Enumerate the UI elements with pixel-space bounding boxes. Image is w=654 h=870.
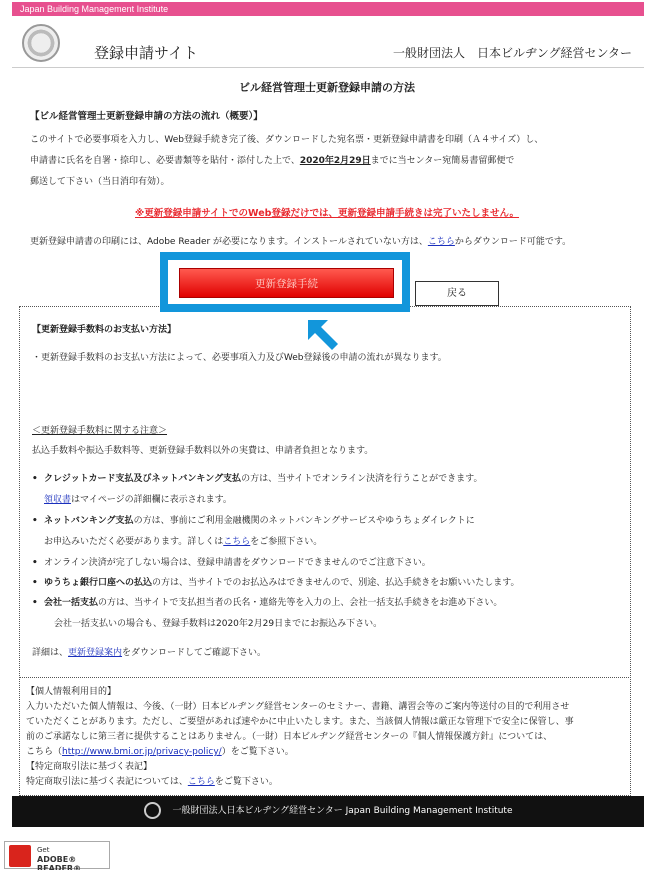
list-item-sub: 会社一括支払いの場合も、登録手数料は2020年2月29日までにお振込み下さい。 — [54, 619, 383, 629]
adobe-reader-icon — [9, 845, 31, 867]
logo-seal-icon — [22, 24, 60, 62]
reader-name-label: ADOBE® READER® — [37, 855, 82, 870]
privacy-line: こちら（http://www.bmi.or.jp/privacy-policy/）をご覧下さい。 — [26, 747, 294, 757]
site-title: 登録申請サイト — [94, 44, 198, 62]
renewal-guide-link[interactable]: 更新登録案内 — [68, 648, 123, 658]
law-heading: 【特定商取引法に基づく表記】 — [26, 762, 153, 772]
privacy-heading: 【個人情報利用目的】 — [26, 687, 117, 697]
intro-text — [30, 130, 640, 193]
deadline-date: 2020年2月29日 — [299, 156, 371, 166]
privacy-line: 前のご承諾なしに第三者に提供することはありません。（一財）日本ビルヂング経営センターの『個人情報保護方針』については、 — [26, 732, 553, 742]
privacy-policy-link[interactable]: http://www.bmi.or.jp/privacy-policy/ — [62, 747, 222, 757]
divider — [19, 677, 631, 678]
list-item: • クレジットカード支払及びネットバンキング支払の方は、当サイトでオンライン決済を行うことができます。 — [32, 474, 483, 484]
intro-line-3: 郵送して下さい（当日消印有効）。 — [30, 177, 170, 187]
list-item: • 会社一括支払の方は、当サイトで支払担当者の氏名・連絡先等を入力の上、会社一括支払手続きをお進め下さい。 — [32, 598, 503, 608]
site-header — [12, 16, 644, 68]
intro-line-1: このサイトで必要事項を入力し、Web登録手続き完了後、ダウンロードした宛名票・更新登録申請書を印刷（Ａ４サイズ）し、 — [30, 135, 544, 145]
privacy-line: 入力いただいた個人情報は、今後、（一財）日本ビルヂング経営センターのセミナー、書籍、講習会等のご案内等送付の目的で利用させ — [26, 702, 570, 712]
intro-line-2: 申請書に氏名を自署・捺印し、必要書類等を貼付・添付した上で、2020年2月29日までに当センター宛簡易書留郵便で — [30, 156, 515, 166]
renew-registration-button[interactable]: 更新登録手続 — [179, 268, 394, 298]
list-item: • オンライン決済が完了しない場合は、登録申請書をダウンロードできませんのでご注意下さい。 — [32, 558, 431, 568]
org-name: 一般財団法人 日本ビルヂング経営センター — [392, 46, 632, 60]
notes-heading: ＜更新登録手数料に関する注意＞ — [32, 426, 168, 436]
page-title: ビル経営管理士更新登録申請の方法 — [239, 81, 415, 94]
law-line: 特定商取引法に基づく表記については、こちらをご覧下さい。 — [26, 777, 278, 787]
receipt-link[interactable]: 領収書 — [44, 495, 72, 505]
site-footer — [12, 796, 644, 827]
reader-note: 更新登録申請書の印刷には、Adobe Reader が必要になります。インストールされていない方は、こちらからダウンロード可能です。 — [30, 237, 572, 247]
details-text: 詳細は、更新登録案内をダウンロードしてご確認下さい。 — [32, 648, 267, 658]
list-item-sub: お申込みいただく必要があります。詳しくはこちらをご参照下さい。 — [44, 537, 323, 547]
notes-subtext: 払込手数料や振込手数料等、更新登録手数料以外の実費は、申請者負担となります。 — [32, 446, 374, 456]
fee-text: ・更新登録手数料のお支払い方法によって、必要事項入力及びWeb登録後の申請の流れが異なります。 — [32, 353, 447, 363]
pointer-arrow-icon — [306, 318, 340, 350]
intro-heading: 【ビル経営管理士更新登録申請の方法の流れ（概要）】 — [30, 111, 263, 122]
get-adobe-reader-button[interactable] — [4, 841, 110, 869]
reader-get-label: Get — [37, 846, 50, 854]
warning-text: ※更新登録申請サイトでのWeb登録だけでは、更新登録申請手続きは完了いたしません。 — [134, 208, 520, 219]
list-item-sub: 領収書はマイページの詳細欄に表示されます。 — [44, 495, 232, 505]
footer-logo-icon — [144, 802, 161, 819]
list-item: • ネットバンキング支払の方は、事前にご利用金融機関のネットバンキングサービスやゆうちょダイレクトに — [32, 516, 475, 526]
commerce-law-link[interactable]: こちら — [187, 777, 215, 787]
top-banner: Japan Building Management Institute — [12, 2, 644, 16]
reader-download-link[interactable]: こちら — [427, 237, 455, 247]
privacy-line: ていただくことがあります。ただし、ご要望があれば速やかに中止いたします。また、当該個人情報は厳正な管理下で安全に保管し、事 — [26, 717, 574, 727]
list-item: • ゆうちょ銀行口座への払込の方は、当サイトでのお払込みはできませんので、別途、払込手続きをお願いいたします。 — [32, 578, 520, 588]
privacy-section — [26, 685, 632, 790]
back-button[interactable]: 戻る — [415, 281, 499, 306]
fee-heading: 【更新登録手数料のお支払い方法】 — [32, 325, 177, 335]
netbanking-info-link[interactable]: こちら — [223, 537, 251, 547]
footer-label: 一般財団法人日本ビルヂング経営センター Japan Building Management Institute — [172, 806, 513, 816]
